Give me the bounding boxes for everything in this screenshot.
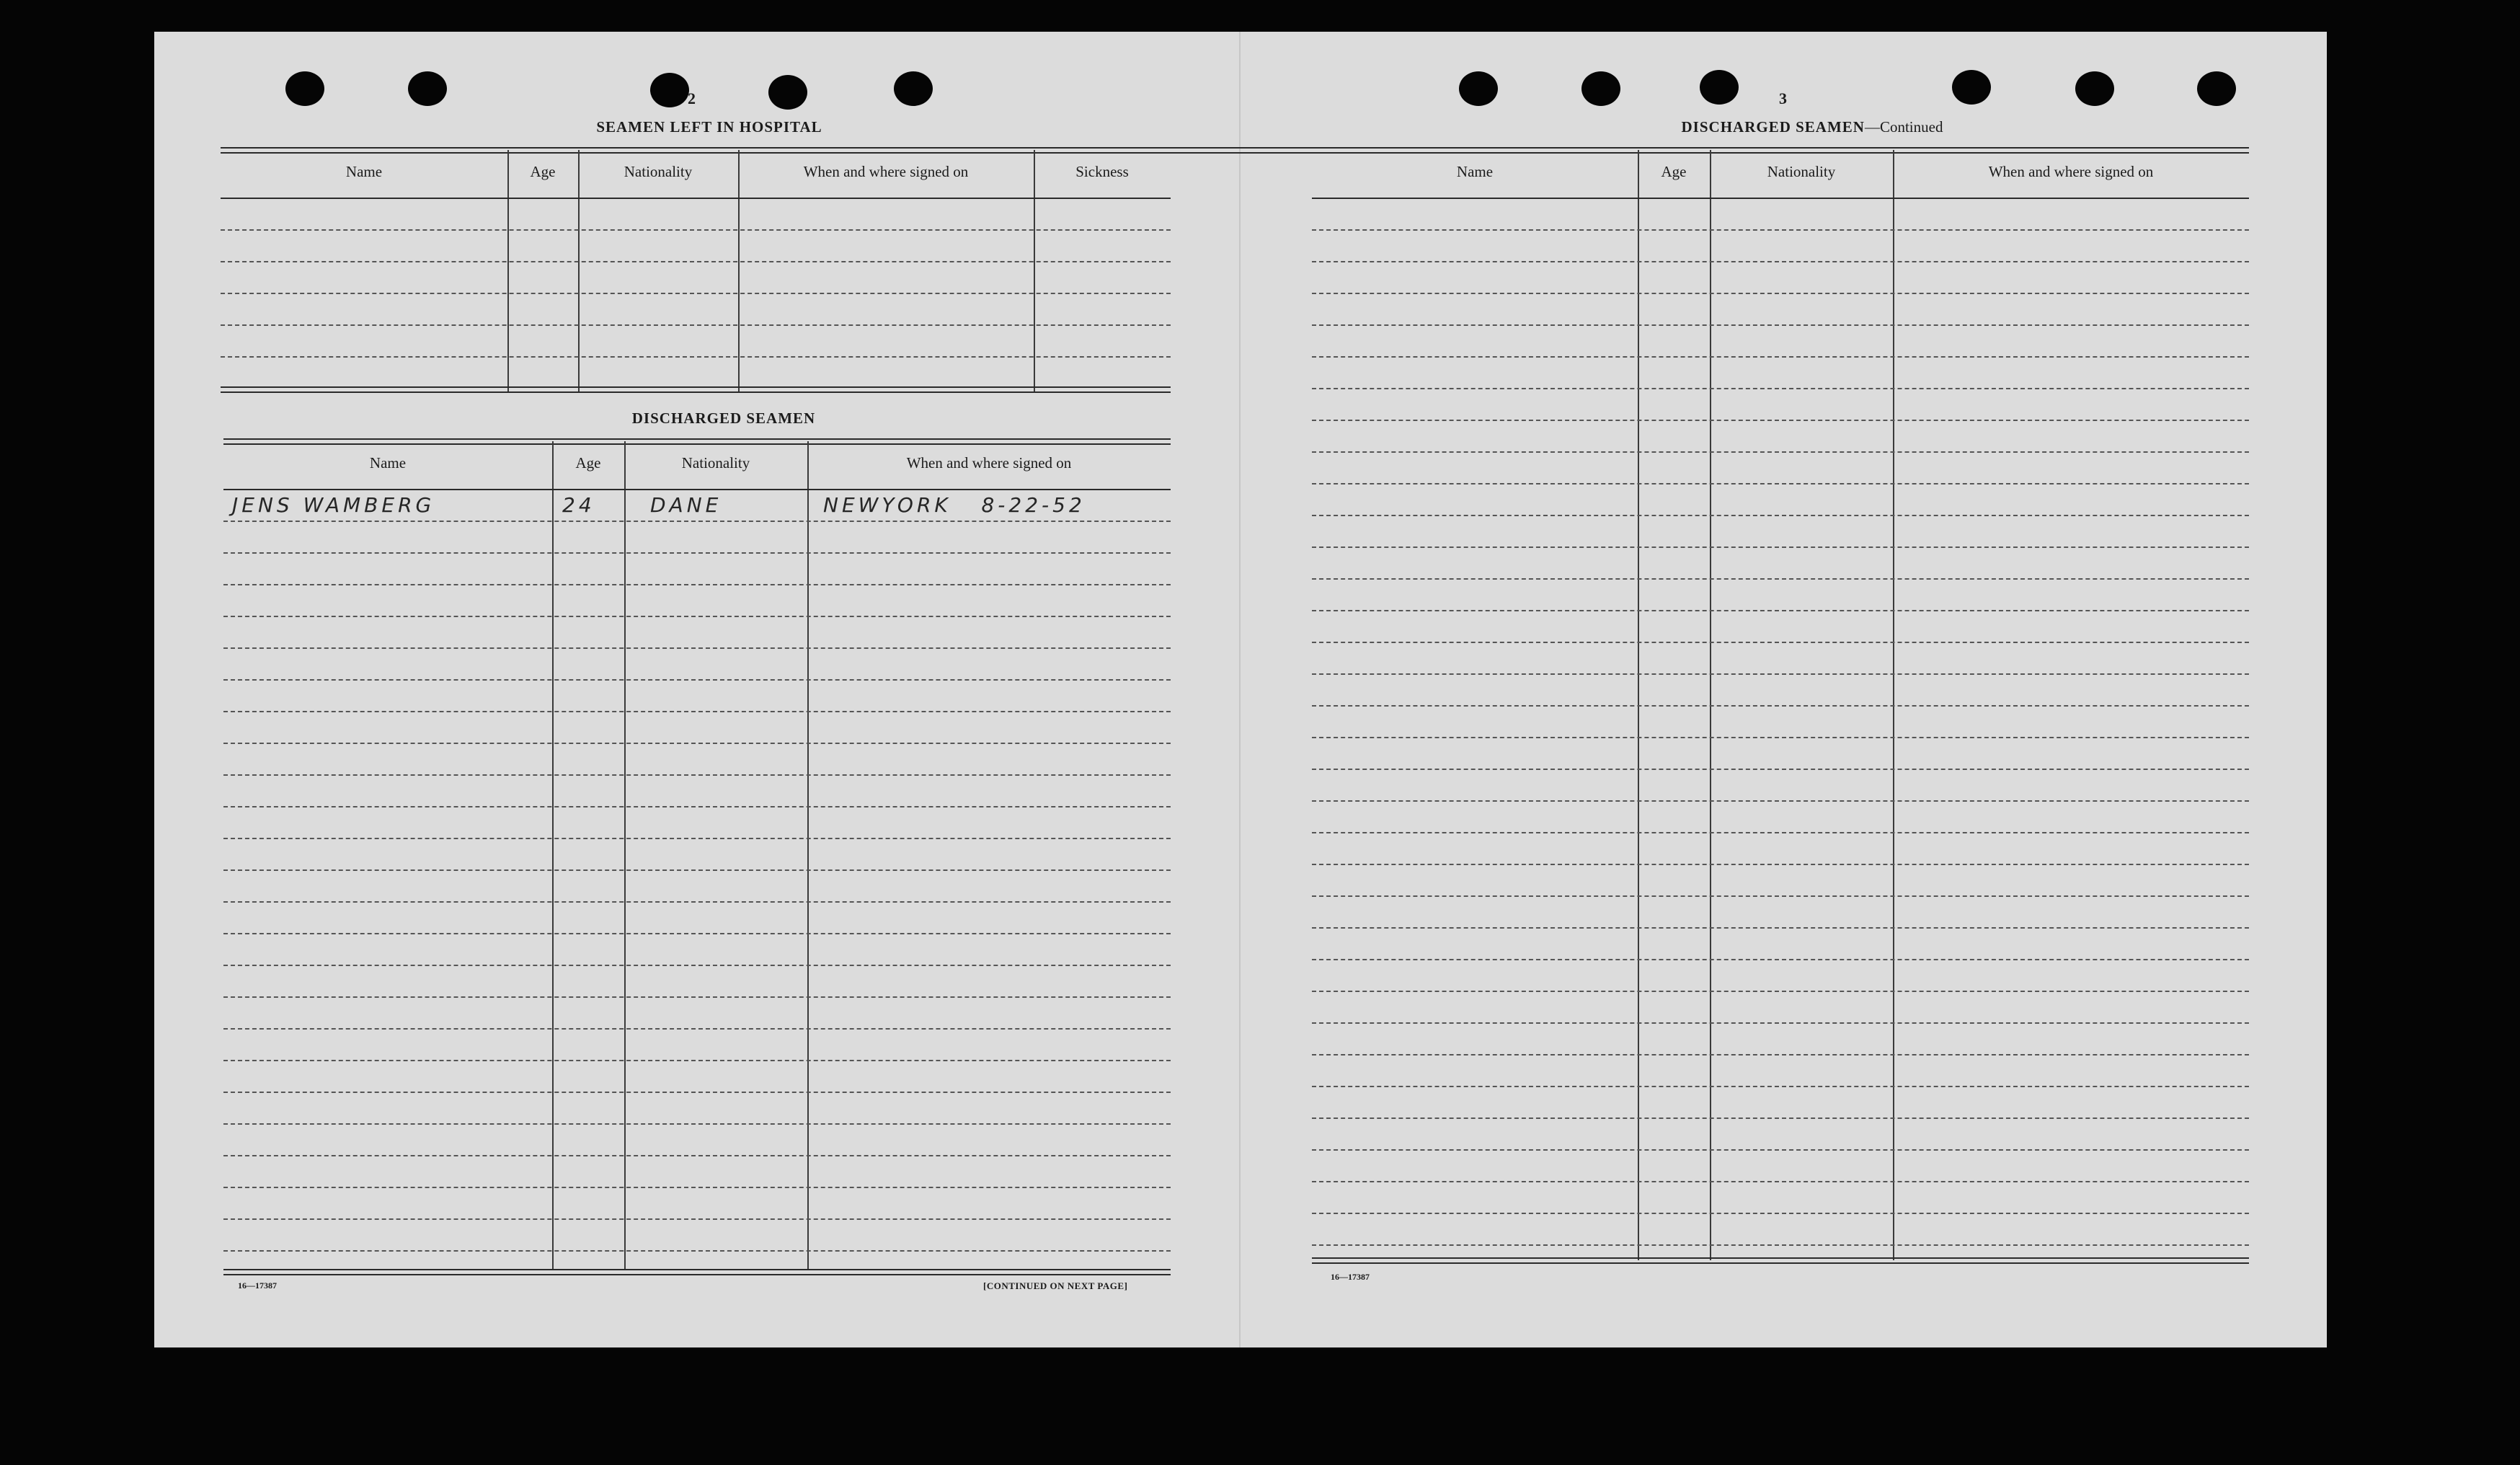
column-header-signed-on: When and where signed on — [906, 454, 1072, 472]
page-number-right: 3 — [1779, 89, 1787, 107]
discharged-continued-table — [1312, 147, 2249, 1301]
punch-hole — [1581, 71, 1620, 106]
punch-hole — [2075, 71, 2114, 106]
column-header-nationality: Nationality — [624, 163, 693, 180]
column-header-name: Name — [1456, 163, 1494, 180]
hospital-section-title: SEAMEN LEFT IN HOSPITAL — [596, 118, 822, 136]
entry-nationality: DANE — [650, 493, 722, 517]
punch-hole — [1459, 71, 1498, 106]
column-header-nationality: Nationality — [681, 454, 750, 472]
column-header-sickness: Sickness — [1075, 163, 1129, 180]
punch-hole — [768, 75, 807, 110]
page-number-left: 2 — [688, 89, 696, 107]
entry-name: JENS WAMBERG — [232, 493, 435, 517]
continued-note: [CONTINUED ON NEXT PAGE] — [983, 1280, 1128, 1291]
punch-hole — [2197, 71, 2236, 106]
document-sheet — [154, 32, 2327, 1347]
punch-hole — [1700, 70, 1739, 105]
punch-hole — [894, 71, 933, 106]
punch-hole — [1952, 70, 1991, 105]
punch-hole — [285, 71, 324, 106]
discharged-table — [223, 438, 1171, 1318]
column-header-signed-on: When and where signed on — [1988, 163, 2154, 180]
form-code-right: 16—17387 — [1331, 1272, 1370, 1282]
entry-age: 24 — [562, 493, 595, 517]
discharged-continued-title-text: DISCHARGED SEAMEN — [1681, 118, 1865, 136]
punch-hole — [650, 73, 689, 107]
discharged-continued-title — [1560, 118, 2064, 136]
discharged-section-title: DISCHARGED SEAMEN — [631, 410, 816, 427]
column-header-age: Age — [1661, 163, 1687, 180]
punch-hole — [408, 71, 447, 106]
column-header-name: Name — [345, 163, 383, 180]
form-code-left: 16—17387 — [238, 1280, 277, 1291]
column-header-signed-on: When and where signed on — [803, 163, 969, 180]
continued-suffix: —Continued — [1864, 118, 1943, 136]
hospital-table — [221, 147, 1322, 425]
column-header-age: Age — [530, 163, 556, 180]
column-header-name: Name — [369, 454, 407, 472]
column-header-age: Age — [575, 454, 601, 472]
entry-signed-on: NEWYORK 8-22-52 — [823, 493, 1086, 517]
column-header-nationality: Nationality — [1767, 163, 1836, 180]
